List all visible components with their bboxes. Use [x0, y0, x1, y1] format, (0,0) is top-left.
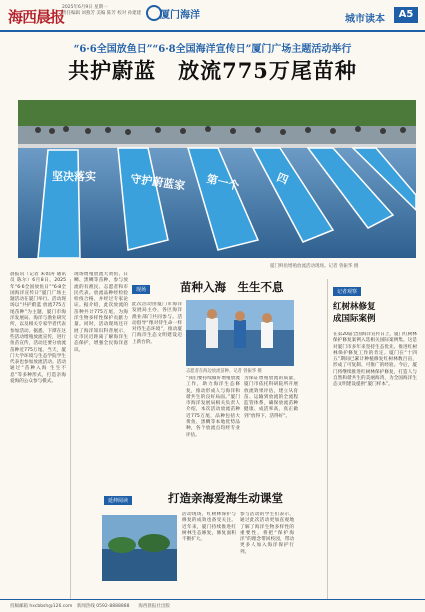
subheading-classroom: 打造亲海爱海生动课堂 — [168, 491, 283, 505]
issue-date: 2025年6月9日 星期一 — [62, 5, 108, 10]
subheading-seedlings: 苗种入海 生生不息 — [180, 280, 284, 294]
section-brand: 厦门海洋 — [160, 10, 200, 21]
article-column-1 — [10, 272, 66, 592]
masthead — [0, 0, 425, 32]
article-paragraph: 现场增殖放流大黄鱼、日鲷、黑鲷等苗种，参与放流的有渔民、志愿者和市民代表。放流品种经检验检疫合格，并经过专家论证。据介绍，此次放流的苗种共计775万尾，为海洋生物多样性保护贡献力量。同时，活动现场还开展了海洋知识科普展示，让市民近距离了解海洋生态保护，增强全民海洋意识。 — [74, 272, 128, 353]
newspaper-logo: 海西晨报 — [8, 8, 65, 26]
photo-caption: 厦门鲜鱼增殖放流活动现场。记者 曾振华 摄 — [270, 264, 359, 269]
story-kicker: “6·6全国放鱼日”“6·8全国海洋宣传日”厦门广场主题活动举行 — [73, 44, 352, 55]
banner-text: 坚决落实 — [52, 170, 96, 183]
page-number: A5 — [394, 7, 418, 23]
column-divider — [70, 279, 71, 599]
banner-text: 四 — [274, 170, 290, 187]
ceremony-illustration — [18, 100, 416, 258]
article-column-4 — [186, 376, 240, 484]
banner-text: 第一个 — [205, 172, 241, 193]
article-paragraph: “我们要持续做好增殖放流工作，助力海洋生态修复，推动形成人与海洋和谐共生的良好局面。”厦门市海洋发展局相关负责人介绍，本次活动放流苗种近775万尾，品种包括大黄鱼、黑鲷等本地优势品种，各个放流点均经专业评估。 — [186, 376, 240, 438]
article-column-7 — [240, 512, 294, 596]
section-tag: 现场 — [132, 285, 150, 294]
article-column-5 — [244, 376, 298, 484]
article-column-3 — [132, 302, 182, 482]
mangrove-illustration — [102, 515, 177, 581]
volunteer-photo — [186, 300, 294, 366]
issue-editors: 责任编辑 刘燕芳 美编 陈芳 校对 孙建建 — [62, 11, 142, 16]
article-paragraph: 为保证增殖放流的质量，厦门市依托科研院所开展放流效果评估，建立从育苗、运输到放流的全流程监管体系，确保放流苗种健康、成活率高，真正做到“放得下、活得好”。 — [244, 376, 298, 419]
section-tag-2: 延伸阅读 — [104, 496, 132, 505]
article-paragraph: 晨报讯（记者 朱如涛 通讯员 陈尔）6月8日，2025年“6·6全国放鱼日”“6·8全国海洋宣传日”厦门广场主题活动在厦门举行。活动现场以“共护蔚蓝 放流775万尾苗种”为主题，厦门市海洋发展局、海洋与渔业研究所，以及相关专家学者代表参加活动。据悉，下潭在这些活动增殖放流宣传，进行鱼苗宣传，活动还要分放流苗种近775万尾。当天，厦门大学环境与生态学院学生代表也参加放流活动。活动通过“苗种入海 生生不息”等多种形式，打造亲海爱海的公众参与模式。 — [10, 272, 66, 385]
article-paragraph: 活动现场，红树林保护与修复的成效也备受关注。近年来，厦门持续推进红树林生态修复，修复面积不断扩大。 — [182, 512, 236, 543]
sidebar-title: 红树林修复 成国际案例 — [333, 302, 376, 324]
mangrove-photo — [102, 515, 177, 581]
volunteer-illustration — [186, 300, 294, 366]
article-paragraph: 在第20届全国海洋宣传日上，厦门红树林保护修复案例入选相关国际案例集。这是对厦门市多年来坚持生态优先、推进红树林保护修复工作的肯定。厦门在“十四五”期间已累计种植修复红树林数百亩，形成了可复制、可推广的经验。今后，厦门将继续推进红树林保护修复，打造人与自然和谐共生的美丽海湾，为全国海洋生态文明建设提供“厦门样本”。 — [333, 332, 417, 388]
article-column-6 — [182, 512, 236, 596]
section-name: 城市读本 — [345, 14, 385, 25]
main-photo — [18, 100, 416, 258]
article-paragraph: 此次活动由厦门市海洋发展局主办，各区海洋渔业部门共同参与。活动倡导“像对待生命一样对待生态环境”，推动厦门海洋生态文明建设迈上新台阶。 — [132, 302, 182, 345]
sidebar-column — [333, 332, 417, 594]
footer-text: 投稿邮箱 hxcbbsh@126.com 新闻热线 0592-8888888 海西晨报社出版 — [10, 604, 170, 609]
sidebar-tag: 记者观察 — [333, 287, 361, 296]
banner-text: 守护蔚蓝家 — [129, 172, 186, 193]
page-title: 共护蔚蓝 放流775万尾苗种 — [68, 58, 357, 83]
photo-caption-2: 志愿者在海边放流苗种。记者 曾振华 摄 — [186, 369, 262, 374]
issue-meta — [62, 5, 141, 17]
page-footer — [0, 599, 425, 612]
article-paragraph: 参与活动的学生们表示，通过此次活动更加直观地了解了海洋生物多样性的重要性，将把“保护海洋”的理念带回校园，带动更多人加入海洋保护行列。 — [240, 512, 294, 555]
sidebar-divider — [327, 279, 328, 599]
